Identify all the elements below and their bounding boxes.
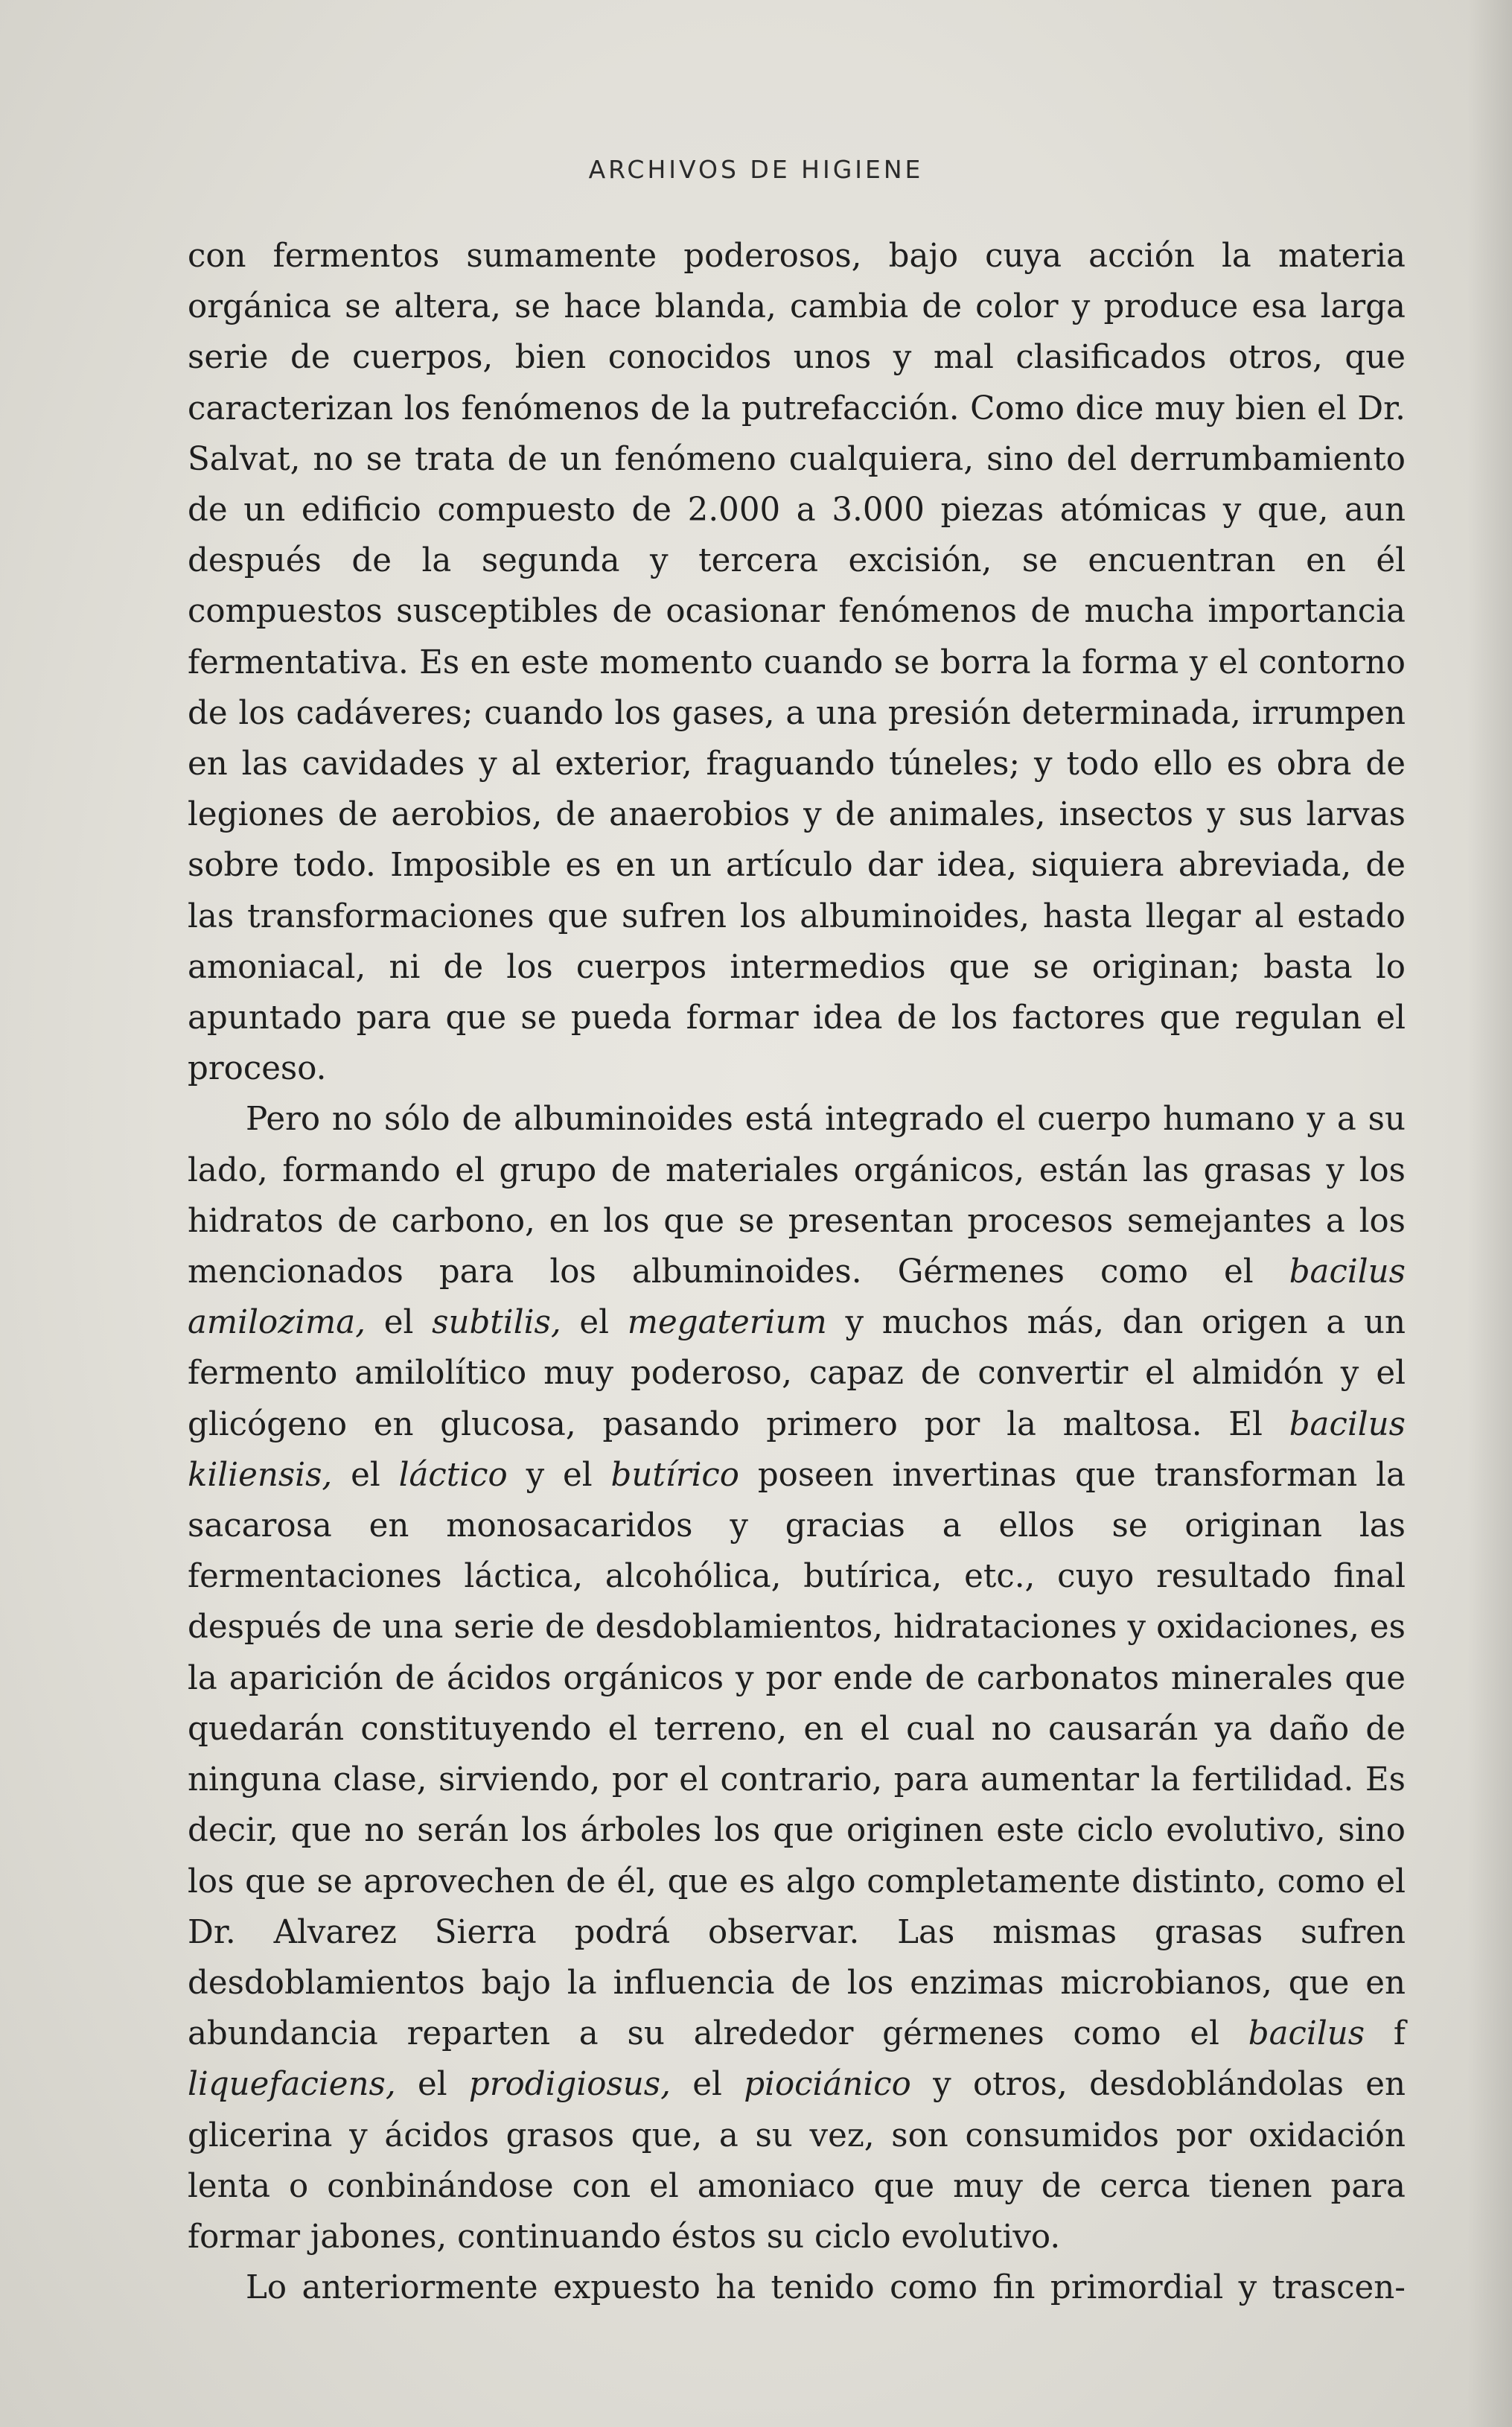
- italic-term: láctico: [398, 1456, 508, 1494]
- text-run: Lo anteriormente expuesto ha tenido como fin primordial y trascen-: [246, 2269, 1406, 2307]
- paragraph-1: [188, 231, 1406, 1094]
- paragraph-3: [188, 2262, 1406, 2313]
- text-run: con fermentos sumamente poderosos, bajo cuya acción la materia orgánica se altera, se hace blanda, cambia de color y produce esa larga serie de cuerpos, bien conocidos unos y mal clasificados otros, que caracterizan los fenómenos de la putrefacción. Como dice muy bien el Dr. Salvat, no se trata de un fenómeno cualquiera, sino del derrumbamiento de un edificio compuesto de 2.000 a 3.000 piezas atómicas y que, aun después de la segunda y tercera excisión, se encuentran en él compuestos susceptibles de ocasionar fenómenos de mucha importancia fermentativa. Es en este momento cuando se borra la forma y el contorno de los cadáveres; cuando los gases, a una presión determinada, irrumpen en las cavidades y al exterior, fraguando túneles; y todo ello es obra de legiones de aerobios, de anaerobios y de animales, insectos y sus larvas sobre todo. Imposible es en un artículo dar idea, siquiera abreviada, de las transformaciones que sufren los albuminoides, hasta llegar al estado amoniacal, ni de los cuerpos intermedios que se originan; basta lo apuntado para que se pueda formar idea de los factores que regulan el proceso.: [188, 238, 1406, 1088]
- italic-term: bacilus kiliensis,: [188, 1405, 1406, 1494]
- italic-term: megaterium: [627, 1304, 827, 1342]
- text-run: y el: [507, 1456, 611, 1494]
- italic-term: liquefaciens,: [188, 2066, 396, 2104]
- page-edge-shadow: [1467, 0, 1512, 2427]
- italic-term: prodigiosus,: [468, 2066, 671, 2104]
- text-run: el: [366, 1304, 433, 1342]
- paragraph-2: [188, 1094, 1406, 2262]
- running-header: ARCHIVOS DE HIGIENE: [588, 155, 924, 184]
- text-run: Pero no sólo de albuminoides está integrado el cuerpo humano y a su lado, formando el grupo de materiales orgánicos, están las grasas y los hidratos de carbono, en los que se presentan procesos semejantes a los mencionados para los albuminoides. Gérmenes como el: [188, 1101, 1406, 1291]
- text-run: el: [332, 1456, 399, 1494]
- italic-term: bacilus: [1248, 2015, 1365, 2053]
- italic-term: piociánico: [744, 2066, 911, 2104]
- italic-term: bacilus amilozima,: [188, 1253, 1406, 1342]
- text-run: y muchos más, dan origen a un fermento amilolítico muy poderoso, capaz de convertir el almidón y el glicógeno en glucosa, pasando primero por la maltosa. El: [188, 1304, 1406, 1443]
- text-run: f: [1365, 2015, 1406, 2053]
- text-run: poseen invertinas que transforman la sacarosa en monosacaridos y gracias a ellos se originan las fermentaciones láctica, alcohólica, butírica, etc., cuyo resultado final después de una serie de desdoblamientos, hidrataciones y oxidaciones, es la aparición de ácidos orgánicos y por ende de carbonatos minerales que quedarán constituyendo el terreno, en el cual no causarán ya daño de ninguna clase, sirviendo, por el contrario, para aumentar la fertilidad. Es decir, que no serán los árboles los que originen este ciclo evolutivo, sino los que se aprovechen de él, que es algo completamente distinto, como el Dr. Alvarez Sierra podrá observar. Las mismas grasas sufren desdoblamientos bajo la influencia de los enzimas microbianos, que en abundancia reparten a su alrededor gérmenes como el: [188, 1456, 1406, 2053]
- text-run: el: [395, 2066, 469, 2104]
- text-run: el: [561, 1304, 628, 1342]
- italic-term: butírico: [610, 1456, 739, 1494]
- text-run: el: [670, 2066, 744, 2104]
- text-run: y otros, desdoblándolas en glicerina y ácidos grasos que, a su vez, son consumidos por oxidación lenta o conbinándose con el amoniaco que muy de cerca tienen para formar jabones, continuando éstos su ciclo evolutivo.: [188, 2066, 1406, 2256]
- body-text: [188, 231, 1406, 2313]
- italic-term: subtilis,: [432, 1304, 561, 1342]
